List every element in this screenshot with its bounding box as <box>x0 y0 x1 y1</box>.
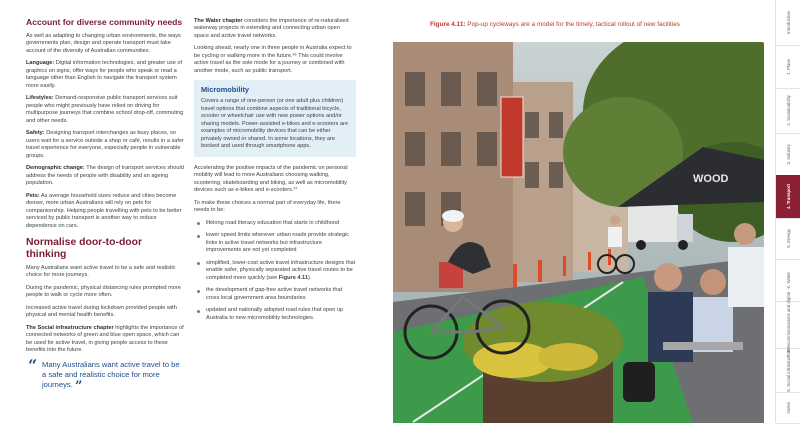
needs-item-label: Pets: <box>26 192 40 199</box>
tab-label: 7. Telecommunications and digital <box>786 291 791 358</box>
list-item: lifelong road literacy education that starts in childhood <box>194 220 356 227</box>
paragraph-lockdown: Increased active travel during lockdown provided people with physical and mental health benefits. <box>26 304 177 319</box>
needs-item-text: Demand-responsive public transport services suit people who might previously have relied on driving for multipurpose journeys that combine school drop-off, commuting and other needs. <box>26 95 184 124</box>
tab-label: 4. Transport <box>786 183 791 210</box>
tab-label: Notes <box>786 401 791 414</box>
needs-item <box>26 130 184 160</box>
cycleway-illustration <box>393 42 764 423</box>
tab-introduction[interactable] <box>776 0 800 46</box>
tab-5-energy[interactable] <box>776 218 800 260</box>
figure-caption <box>430 21 730 28</box>
list-item: updated and nationally adopted road rules that open up Australia to new micromobility technologies. <box>194 307 356 322</box>
paragraph-social-infrastructure <box>26 325 184 355</box>
social-chapter-label: The Social infrastructure chapter <box>26 324 114 331</box>
tab-8-social-infrastructure[interactable] <box>776 348 800 393</box>
list-item <box>194 260 356 282</box>
pull-quote-text: Many Australians want active travel to be a safe and realistic choice for more journeys. <box>42 359 180 390</box>
pull-quote <box>26 355 184 397</box>
list-item-text: simplified, lower-cost active travel infrastructure designs that enable safer, physically separated active travel routes to be completed more quickly (see <box>206 259 356 281</box>
intro-paragraph: As well as adapting to changing urban environments, the ways governments plan, design and operate transport must take account of the diversity of Australian communities. <box>26 32 181 54</box>
section-tabs <box>775 0 800 423</box>
paragraph-pandemic: During the pandemic, physical distancing rules prompted more people to walk or cycle more often. <box>26 284 181 299</box>
tab-2-sustainability[interactable] <box>776 88 800 134</box>
micromobility-title: Micromobility <box>201 85 250 95</box>
tab-notes[interactable] <box>776 392 800 424</box>
needs-item-label: Language: <box>26 60 55 67</box>
figure-label: Figure 4.11: <box>430 21 466 28</box>
tab-label: 6. Water <box>786 271 791 289</box>
left-column <box>26 18 184 396</box>
tab-label: 5. Energy <box>786 229 791 248</box>
social-chapter-text: highlights the importance of connected networks of green and blue open space, which can be used for active travel, in giving people access to these benefits into the future. <box>26 324 184 354</box>
requirements-list <box>194 220 356 322</box>
needs-item-label: Lifestyles: <box>26 95 54 102</box>
paragraph-safe-choice: Many Australians want active travel to be a safe and realistic choice for more journeys. <box>26 264 176 279</box>
cycleway-photo <box>393 42 764 423</box>
tab-4-transport[interactable] <box>776 175 800 219</box>
water-chapter-text: considers the importance of re-naturalised waterway projects in extending and connecting urban open space and active travel networks. <box>194 18 349 39</box>
paragraph-accelerating: Accelerating the positive impacts of the pandemic on personal mobility will lead to more Australians choosing walking, scootering, skateboarding and biking, as well as micromobility devices such as e-bikes and e-scooters.³⁷ <box>194 164 348 194</box>
middle-column <box>194 18 356 327</box>
needs-item-text: Designing transport interchanges as busy places, so users wait for a service outside a shop or café, results in a safer travel experience for everyone, especially people in vulnerable groups. <box>26 130 184 159</box>
needs-item-text: Digital information technologies, and greater use of graphics on signs, offer ways for people who speak or read a language other than English to navigate the transport system more easily. <box>26 60 183 89</box>
micromobility-box <box>194 80 356 156</box>
tab-3-industry[interactable] <box>776 133 800 176</box>
needs-list <box>26 60 184 230</box>
close-quote-icon: ” <box>74 379 83 395</box>
tab-label: Introduction <box>786 11 791 34</box>
needs-item <box>26 193 184 230</box>
tab-7-telecommunications-and-digital[interactable] <box>776 291 800 358</box>
needs-item <box>26 95 184 125</box>
needs-item-label: Safety: <box>26 130 45 137</box>
heading-door-to-door: Normalise door-to-door thinking <box>26 237 143 260</box>
tab-label: 8. Social infrastructure <box>786 348 791 392</box>
figure-caption-text: Pop-up cycleways are a model for the timely, tactical rollout of new facilities <box>465 21 680 28</box>
paragraph-water <box>194 18 356 40</box>
water-chapter-label: The Water chapter <box>194 18 243 24</box>
open-quote-icon: “ <box>28 355 38 375</box>
list-item-end: ). <box>307 274 312 281</box>
heading-diverse-needs: Account for diverse community needs <box>26 17 183 27</box>
needs-item-text: As average household sizes reduce and cities become denser, more urban Australians will rely on pets for companionship. Helping people travelling with pets to be better serviced by public transport is another way to reduce dependence on cars. <box>26 192 182 229</box>
umbrella-text: WOOD <box>693 173 729 185</box>
tab-label: 1. Place <box>786 58 791 75</box>
figure-reference-link[interactable]: Figure 4.11 <box>278 274 308 281</box>
tab-1-place[interactable] <box>776 45 800 89</box>
tab-label: 3. Industry <box>786 143 791 165</box>
list-item: lower speed limits wherever urban roads provide strategic links in active travel networks but infrastructure improvements are not yet completed <box>194 232 356 254</box>
tab-label: 2. Sustainability <box>786 95 791 126</box>
needs-item <box>26 165 184 187</box>
needs-item-text: The design of transport services should address the needs of people with disability and an ageing population. <box>26 165 184 187</box>
micromobility-text: Covers a range of one-person (or one adult plus children) travel options that combine aspects of traditional bicycle, scooter or wheelchair use with new power options and/or sharing models. Power-assisted e-bikes and e-scooters are examples of micromobility devices that can be either privately owned or shared. In some locations, they are booked and used through smartphone apps. <box>201 98 349 150</box>
list-item: the development of gap-free active travel networks that cross local government area boundaries <box>194 287 356 302</box>
needs-item <box>26 60 184 90</box>
paragraph-looking-ahead: Looking ahead, nearly one in three people in Australia expect to be cycling or walking more in the future.³⁶ This could involve active travel as the sole mode for a journey or combined with another mode, such as public transport. <box>194 45 352 74</box>
needs-item-label: Demographic change: <box>26 165 85 172</box>
paragraph-make-choices: To make these choices a normal part of everyday life, there needs to be: <box>194 199 341 214</box>
